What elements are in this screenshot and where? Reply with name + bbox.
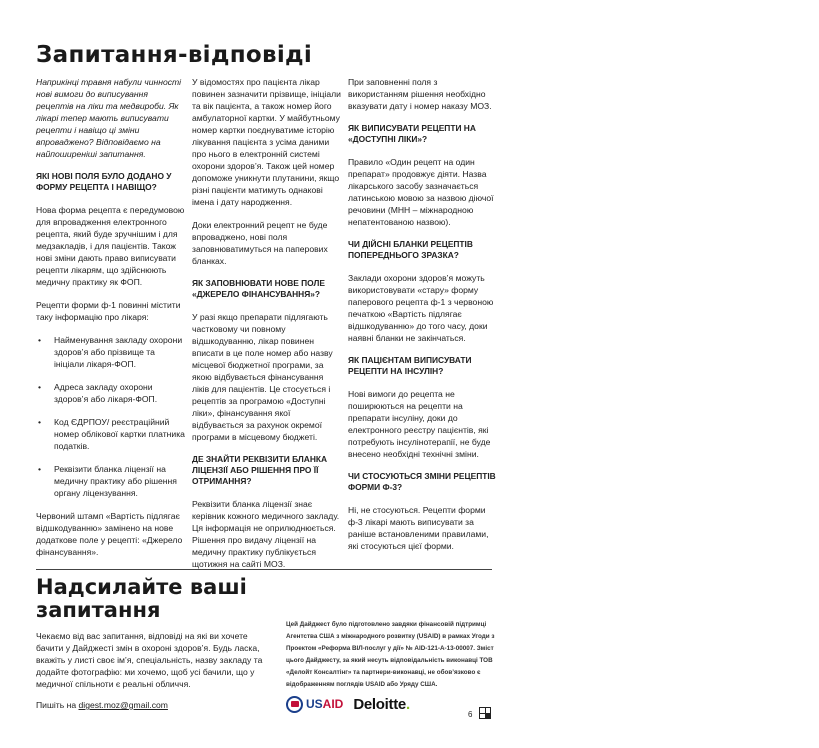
list-item: • Адреса закладу охорони здоров’я або лікаря-ФОП. <box>36 381 186 405</box>
deloitte-dot: . <box>405 695 410 713</box>
usaid-seal-icon <box>286 696 303 713</box>
answer-paragraph: Реквізити бланка ліцензії знає керівник кожного медичного закладу. Ця інформація не оприлюднюється. Рішення про видачу ліцензії на медичну практику публікується щотижня на сайті МОЗ. <box>192 499 340 569</box>
list-item: • Найменування закладу охорони здоров’я або прізвище та ініціали лікаря-ФОП. <box>36 334 186 370</box>
answer-paragraph: Правило «Один рецепт на один препарат» продовжує діяти. Назва лікарського засобу зазначається латинською мовою за назвою діючої речовини (МНН – міжнародною непатентованою назвою). <box>348 157 494 227</box>
list-item: • Код ЄДРПОУ/ реєстраційний номер облікової картки платника податків. <box>36 416 186 452</box>
usaid-logo <box>286 696 343 713</box>
footer-title: Надсилайте ваші запитання <box>36 575 247 622</box>
disclaimer-text: Цей Дайджест було підготовлено завдяки фінансовій підтримці Агентства США з міжнародного розвитку (USAID) в рамках Угоди з Проектом «Реформа ВІЛ-послуг у дії» № AID-121-A-13-00007. Зміст цього Дайджесту, за який несуть відповідальність виконавці ТОВ «Делойт Консалтінг» та партнери-виконавці, не обов’язково є відображенням поглядів USAID або Уряду США. <box>286 621 495 688</box>
question-heading: ЯК ВИПИСУВАТИ РЕЦЕПТИ НА «ДОСТУПНІ ЛІКИ»? <box>348 123 476 144</box>
usaid-word-aid: AID <box>322 697 344 711</box>
answer-paragraph: Нова форма рецепта є передумовою для впровадження електронного рецепта, який буде зручнішим і для медзакладів, і для пацієнтів. Також нові зміни дають право виписувати рецепти лікарям, що здійснюють медичну практику як ФОП. <box>36 205 185 287</box>
question-heading: ЧИ ДІЙСНІ БЛАНКИ РЕЦЕПТІВ ПОПЕРЕДНЬОГО ЗРАЗКА? <box>348 239 473 260</box>
requirements-list <box>36 334 186 499</box>
question-heading: ЯК ПАЦІЄНТАМ ВИПИСУВАТИ РЕЦЕПТИ НА ІНСУЛІН? <box>348 355 472 376</box>
page-number: 6 <box>468 710 473 719</box>
answer-paragraph: При заповненні поля з використанням рішення необхідно вказувати дату і номер наказу МОЗ. <box>348 77 492 111</box>
answer-paragraph: У відомостях про пацієнта лікар повинен зазначити прізвище, ініціали та вік пацієнта, а також номер його амбулаторної картки. У майбутньому номер картки поєднуватиме історію лікування пацієнта з усіма даними про нього в електронній системі охорони здоров’я. Також цей номер допоможе уникнути плутанини, якщо різні пацієнти матимуть однакові імена і дату народження. <box>192 77 341 207</box>
page-grid-icon <box>479 707 491 719</box>
email-prefix: Пишіть на <box>36 700 77 710</box>
question-heading: ДЕ ЗНАЙТИ РЕКВІЗИТИ БЛАНКА ЛІЦЕНЗІЇ АБО РІШЕННЯ ПРО ЇЇ ОТРИМАННЯ? <box>192 454 328 486</box>
column-2 <box>192 76 342 581</box>
column-1 <box>36 76 186 569</box>
answer-paragraph: Ні, не стосуються. Рецепти форми ф-3 лікарі мають виписувати за раніше встановленими правилами, які стосуються цієї форми. <box>348 505 489 551</box>
partner-logos <box>286 694 410 714</box>
deloitte-word: Deloitte <box>353 695 406 713</box>
list-item: • Реквізити бланка ліцензії на медичну практику або рішення органу ліцензування. <box>36 463 186 499</box>
question-heading: ЯК ЗАПОВНЮВАТИ НОВЕ ПОЛЕ «ДЖЕРЕЛО ФІНАНСУВАННЯ»? <box>192 278 325 299</box>
column-3 <box>348 76 498 563</box>
answer-paragraph: Червоний штамп «Вартість підлягає відшкодуванню» замінено на нове додаткове поле у рецепті: «Джерело фінансування». <box>36 511 183 557</box>
answer-paragraph: Заклади охорони здоров’я можуть використовувати «стару» форму паперового рецепта ф-1 з червоною печаткою «Вартість підлягає відшкодуванню» до того часу, доки наявні бланки не закінчаться. <box>348 273 494 343</box>
answer-paragraph: У разі якщо препарати підлягають частковому чи повному відшкодуванню, лікар повинен вписати в це поле номер або назву місцевої бюджетної програми, за якою відбувається фінансування ліків для пацієнтів. Це стосується і рецептів за програмою «Доступні ліки», фінансування якої відбувається за рахунок окремої програми в місцевому бюджеті. <box>192 312 333 442</box>
contact-text: Чекаємо від вас запитання, відповіді на які ви хочете бачити у Дайджесті змін в охороні здоров’я. Будь ласка, вкажіть у листі своє ім’я, спеціальність, назву закладу та додайте фотографію: ми хочемо, щоб усі бачили, що у медичної спільноти є реальні обличчя. <box>36 631 263 689</box>
page-title: Запитання-відповіді <box>36 42 313 68</box>
answer-paragraph: Доки електронний рецепт не буде впроваджено, нові поля заповнюватимуться на паперових бланках. <box>192 220 328 266</box>
question-heading: ЧИ СТОСУЮТЬСЯ ЗМІНИ РЕЦЕПТІВ ФОРМИ Ф-3? <box>348 471 496 492</box>
section-divider <box>36 569 492 570</box>
deloitte-logo <box>353 696 409 713</box>
answer-paragraph: Рецепти форми ф-1 повинні містити таку інформацію про лікаря: <box>36 300 181 322</box>
email-line <box>36 700 168 710</box>
email-link[interactable]: digest.moz@gmail.com <box>78 700 168 710</box>
question-heading: ЯКІ НОВІ ПОЛЯ БУЛО ДОДАНО У ФОРМУ РЕЦЕПТА І НАВІЩО? <box>36 171 172 192</box>
usaid-word-us: US <box>306 697 323 711</box>
intro-text: Наприкінці травня набули чинності нові вимоги до виписування рецептів на ліки та медвироби. Як лікарі тепер мають виписувати рецепти і навіщо ці зміни впроваджено? Відповідаємо на найпоширеніші запитання. <box>36 77 182 159</box>
answer-paragraph: Нові вимоги до рецепта не поширюються на рецепти на препарати інсуліну, доки до електронного реєстру пацієнтів, які потребують інсулінотерапії, не буде внесено необхідні технічні зміни. <box>348 389 491 459</box>
